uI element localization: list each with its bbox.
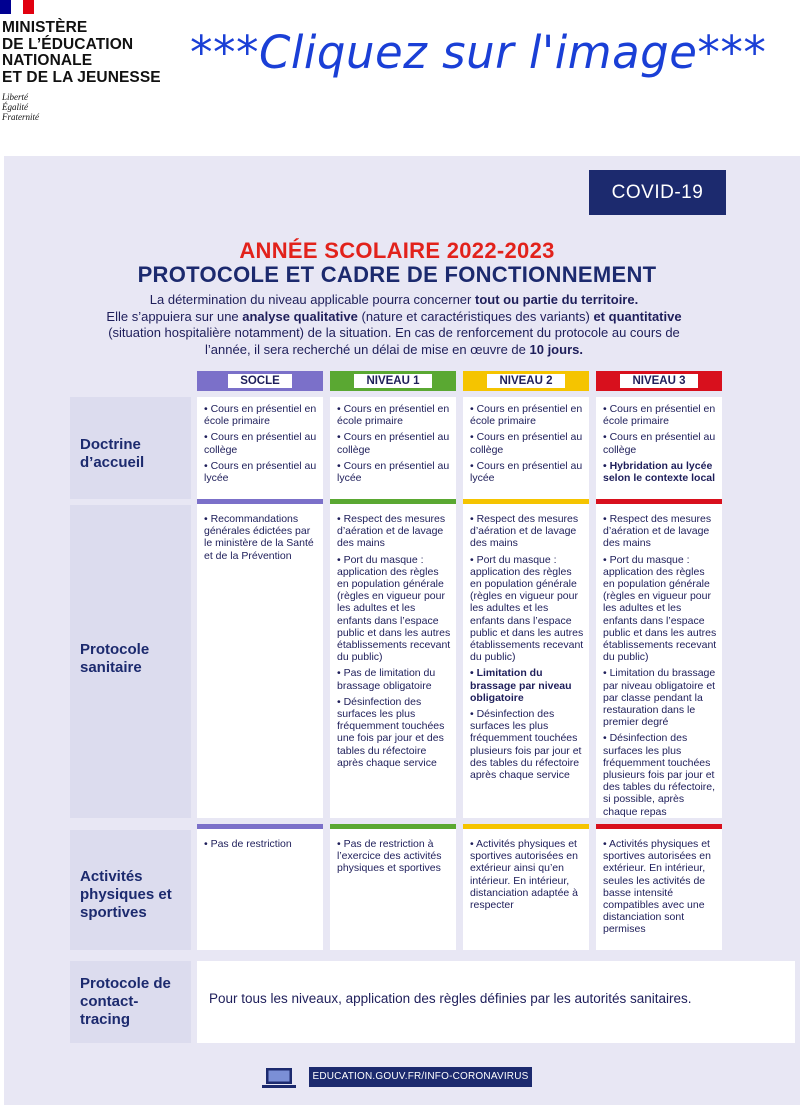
cell-item: • Respect des mesures d’aération et de lavage des mains	[470, 513, 579, 550]
intro-text: l’année, il sera recherché un délai de mise en œuvre de	[205, 341, 530, 357]
cell-item: • Désinfection des surfaces les plus fréquemment touchées plusieurs fois par jour et des tables du réfectoire, si possible, après chaque repas	[603, 732, 716, 818]
tracing-text: Pour tous les niveaux, application des règles définies par les autorités sanitaires.	[209, 991, 692, 1006]
cell-item: • Cours en présentiel en école primaire	[337, 403, 450, 428]
intro-text: (situation hospitalière notamment) de la situation. En cas de renforcement du protocole au cours de	[108, 325, 680, 340]
republic-motto	[2, 92, 39, 122]
row-label-text: Protocole de contact-tracing	[80, 975, 171, 1028]
cell-doctrine-socle	[197, 397, 323, 499]
column-label: SOCLE	[228, 374, 292, 388]
column-label: NIVEAU 3	[620, 374, 697, 388]
cell-doctrine-n1	[330, 397, 456, 499]
motto-fraternite: Fraternité	[2, 112, 39, 122]
poster-title-main: PROTOCOLE ET CADRE DE FONCTIONNEMENT	[137, 262, 657, 287]
cell-item: • Cours en présentiel au lycée	[204, 459, 317, 485]
cell-sport-n3	[596, 824, 722, 950]
cell-item: • Cours en présentiel au collège	[470, 431, 583, 456]
protocol-poster-image[interactable]	[4, 156, 800, 1105]
column-label: NIVEAU 1	[354, 374, 431, 388]
cell-sanitaire-n2	[463, 499, 589, 818]
cell-sanitaire-n3	[596, 499, 722, 818]
motto-liberte: Liberté	[2, 92, 28, 102]
cell-item: • Désinfection des surfaces les plus fréquemment touchées plusieurs fois par jour et des tables du réfectoire après chaque service	[470, 708, 582, 782]
ministry-line-1: MINISTÈRE	[2, 19, 88, 36]
cell-doctrine-n3	[596, 397, 722, 499]
info-coronavirus-link[interactable]: EDUCATION.GOUV.FR/INFO-CORONAVIRUS	[309, 1067, 532, 1087]
level-bar	[197, 824, 323, 829]
motto-egalite: Égalité	[2, 102, 28, 112]
cell-tracing	[197, 961, 795, 1043]
column-header-niveau-2	[463, 371, 589, 391]
cell-item: • Cours en présentiel au collège	[337, 431, 450, 456]
intro-bold: tout ou partie du territoire.	[474, 292, 639, 307]
row-label-text: Activités physiques et sportives	[80, 868, 172, 921]
intro-text: Elle s’appuiera sur une	[106, 308, 243, 324]
level-bar	[330, 824, 456, 829]
cell-item: • Cours en présentiel en école primaire	[204, 403, 317, 428]
ministry-line-3: NATIONALE	[2, 52, 93, 69]
poster-intro	[74, 292, 714, 358]
row-label-tracing	[70, 961, 191, 1043]
cell-sanitaire-socle	[197, 499, 323, 818]
cell-item: • Recommandations générales édictées par le ministère de la Santé et de la Prévention	[204, 513, 314, 562]
page-header	[0, 0, 800, 150]
ministry-line-2: DE L’ÉDUCATION	[2, 35, 134, 53]
cell-item: • Pas de restriction	[204, 838, 292, 850]
cell-item: • Limitation du brassage par niveau obligatoire	[470, 667, 572, 704]
cell-sport-socle	[197, 824, 323, 950]
cell-item: • Cours en présentiel en école primaire	[603, 403, 716, 428]
cell-item: • Cours en présentiel au collège	[603, 431, 716, 456]
click-image-link[interactable]: ***Cliquez sur l'image***	[190, 26, 767, 79]
intro-bold: 10 jours.	[529, 341, 583, 357]
cell-item: • Cours en présentiel au collège	[204, 431, 317, 456]
marianne-flag-logo	[0, 0, 34, 14]
intro-text: (nature et caractéristiques des variants)	[357, 308, 594, 324]
column-header-socle	[197, 371, 323, 391]
column-label: NIVEAU 2	[487, 374, 564, 388]
cell-item: • Pas de restriction à l’exercice des activités physiques et sportives	[337, 838, 442, 875]
row-label-doctrine	[70, 397, 191, 499]
cell-item: • Cours en présentiel en école primaire	[470, 403, 583, 428]
cell-sanitaire-n1	[330, 499, 456, 818]
column-header-niveau-3	[596, 371, 722, 391]
column-header-niveau-1	[330, 371, 456, 391]
level-bar	[463, 499, 589, 504]
cell-item: • Activités physiques et sportives autorisées en extérieur ainsi qu’en intérieur. En intérieur, distanciation adaptée à respecter	[470, 838, 578, 912]
intro-bold: analyse qualitative	[242, 308, 358, 324]
laptop-icon	[260, 1066, 298, 1090]
covid-badge: COVID-19	[589, 170, 726, 215]
cell-item: • Hybridation au lycée selon le contexte local	[603, 459, 716, 485]
cell-sport-n2	[463, 824, 589, 950]
row-label-sport	[70, 830, 191, 950]
ministry-line-4: ET DE LA JEUNESSE	[2, 68, 161, 86]
row-label-sanitaire	[70, 505, 191, 818]
cell-item: • Cours en présentiel au lycée	[337, 459, 450, 485]
level-bar	[330, 499, 456, 504]
cell-item: • Cours en présentiel au lycée	[470, 459, 583, 485]
cell-sport-n1	[330, 824, 456, 950]
cell-item: • Pas de limitation du brassage obligatoire	[337, 667, 436, 692]
cell-item: • Respect des mesures d’aération et de lavage des mains	[603, 513, 712, 550]
cell-doctrine-n2	[463, 397, 589, 499]
ministry-name	[2, 20, 161, 86]
level-bar	[596, 499, 722, 504]
level-bar	[463, 824, 589, 829]
row-label-text: Doctrine d’accueil	[80, 436, 145, 471]
cell-item: • Port du masque : application des règles en population générale (règles en vigueur pour les adultes et les enfants dans l’espace public et dans les autres établissements recevant du public)	[337, 553, 451, 664]
cell-item: • Port du masque : application des règles en population générale (règles en vigueur pour les adultes et les enfants dans l’espace public et dans les autres établissements recevant du public)	[470, 553, 584, 664]
level-bar	[197, 499, 323, 504]
cell-item: • Activités physiques et sportives autorisées en extérieur. En intérieur, seules les activités de basse intensité compatibles avec une distanciation sont permises	[603, 838, 711, 936]
intro-bold: et quantitative	[593, 308, 682, 324]
level-bar	[596, 824, 722, 829]
cell-item: • Port du masque : application des règles en population générale (règles en vigueur pour les adultes et les enfants dans l’espace public et dans les autres établissements recevant du public)	[603, 553, 717, 664]
cell-item: • Respect des mesures d’aération et de lavage des mains	[337, 513, 446, 550]
intro-text: La détermination du niveau applicable pourra concerner	[149, 292, 475, 307]
cell-item: • Limitation du brassage par niveau obligatoire et par classe pendant la restauration dans le premier degré	[603, 667, 716, 729]
cell-item: • Désinfection des surfaces les plus fréquemment touchées une fois par jour et des tables du réfectoire après chaque service	[337, 695, 445, 769]
poster-title-year: ANNÉE SCOLAIRE 2022-2023	[239, 238, 555, 263]
row-label-text: Protocole sanitaire	[80, 641, 150, 676]
